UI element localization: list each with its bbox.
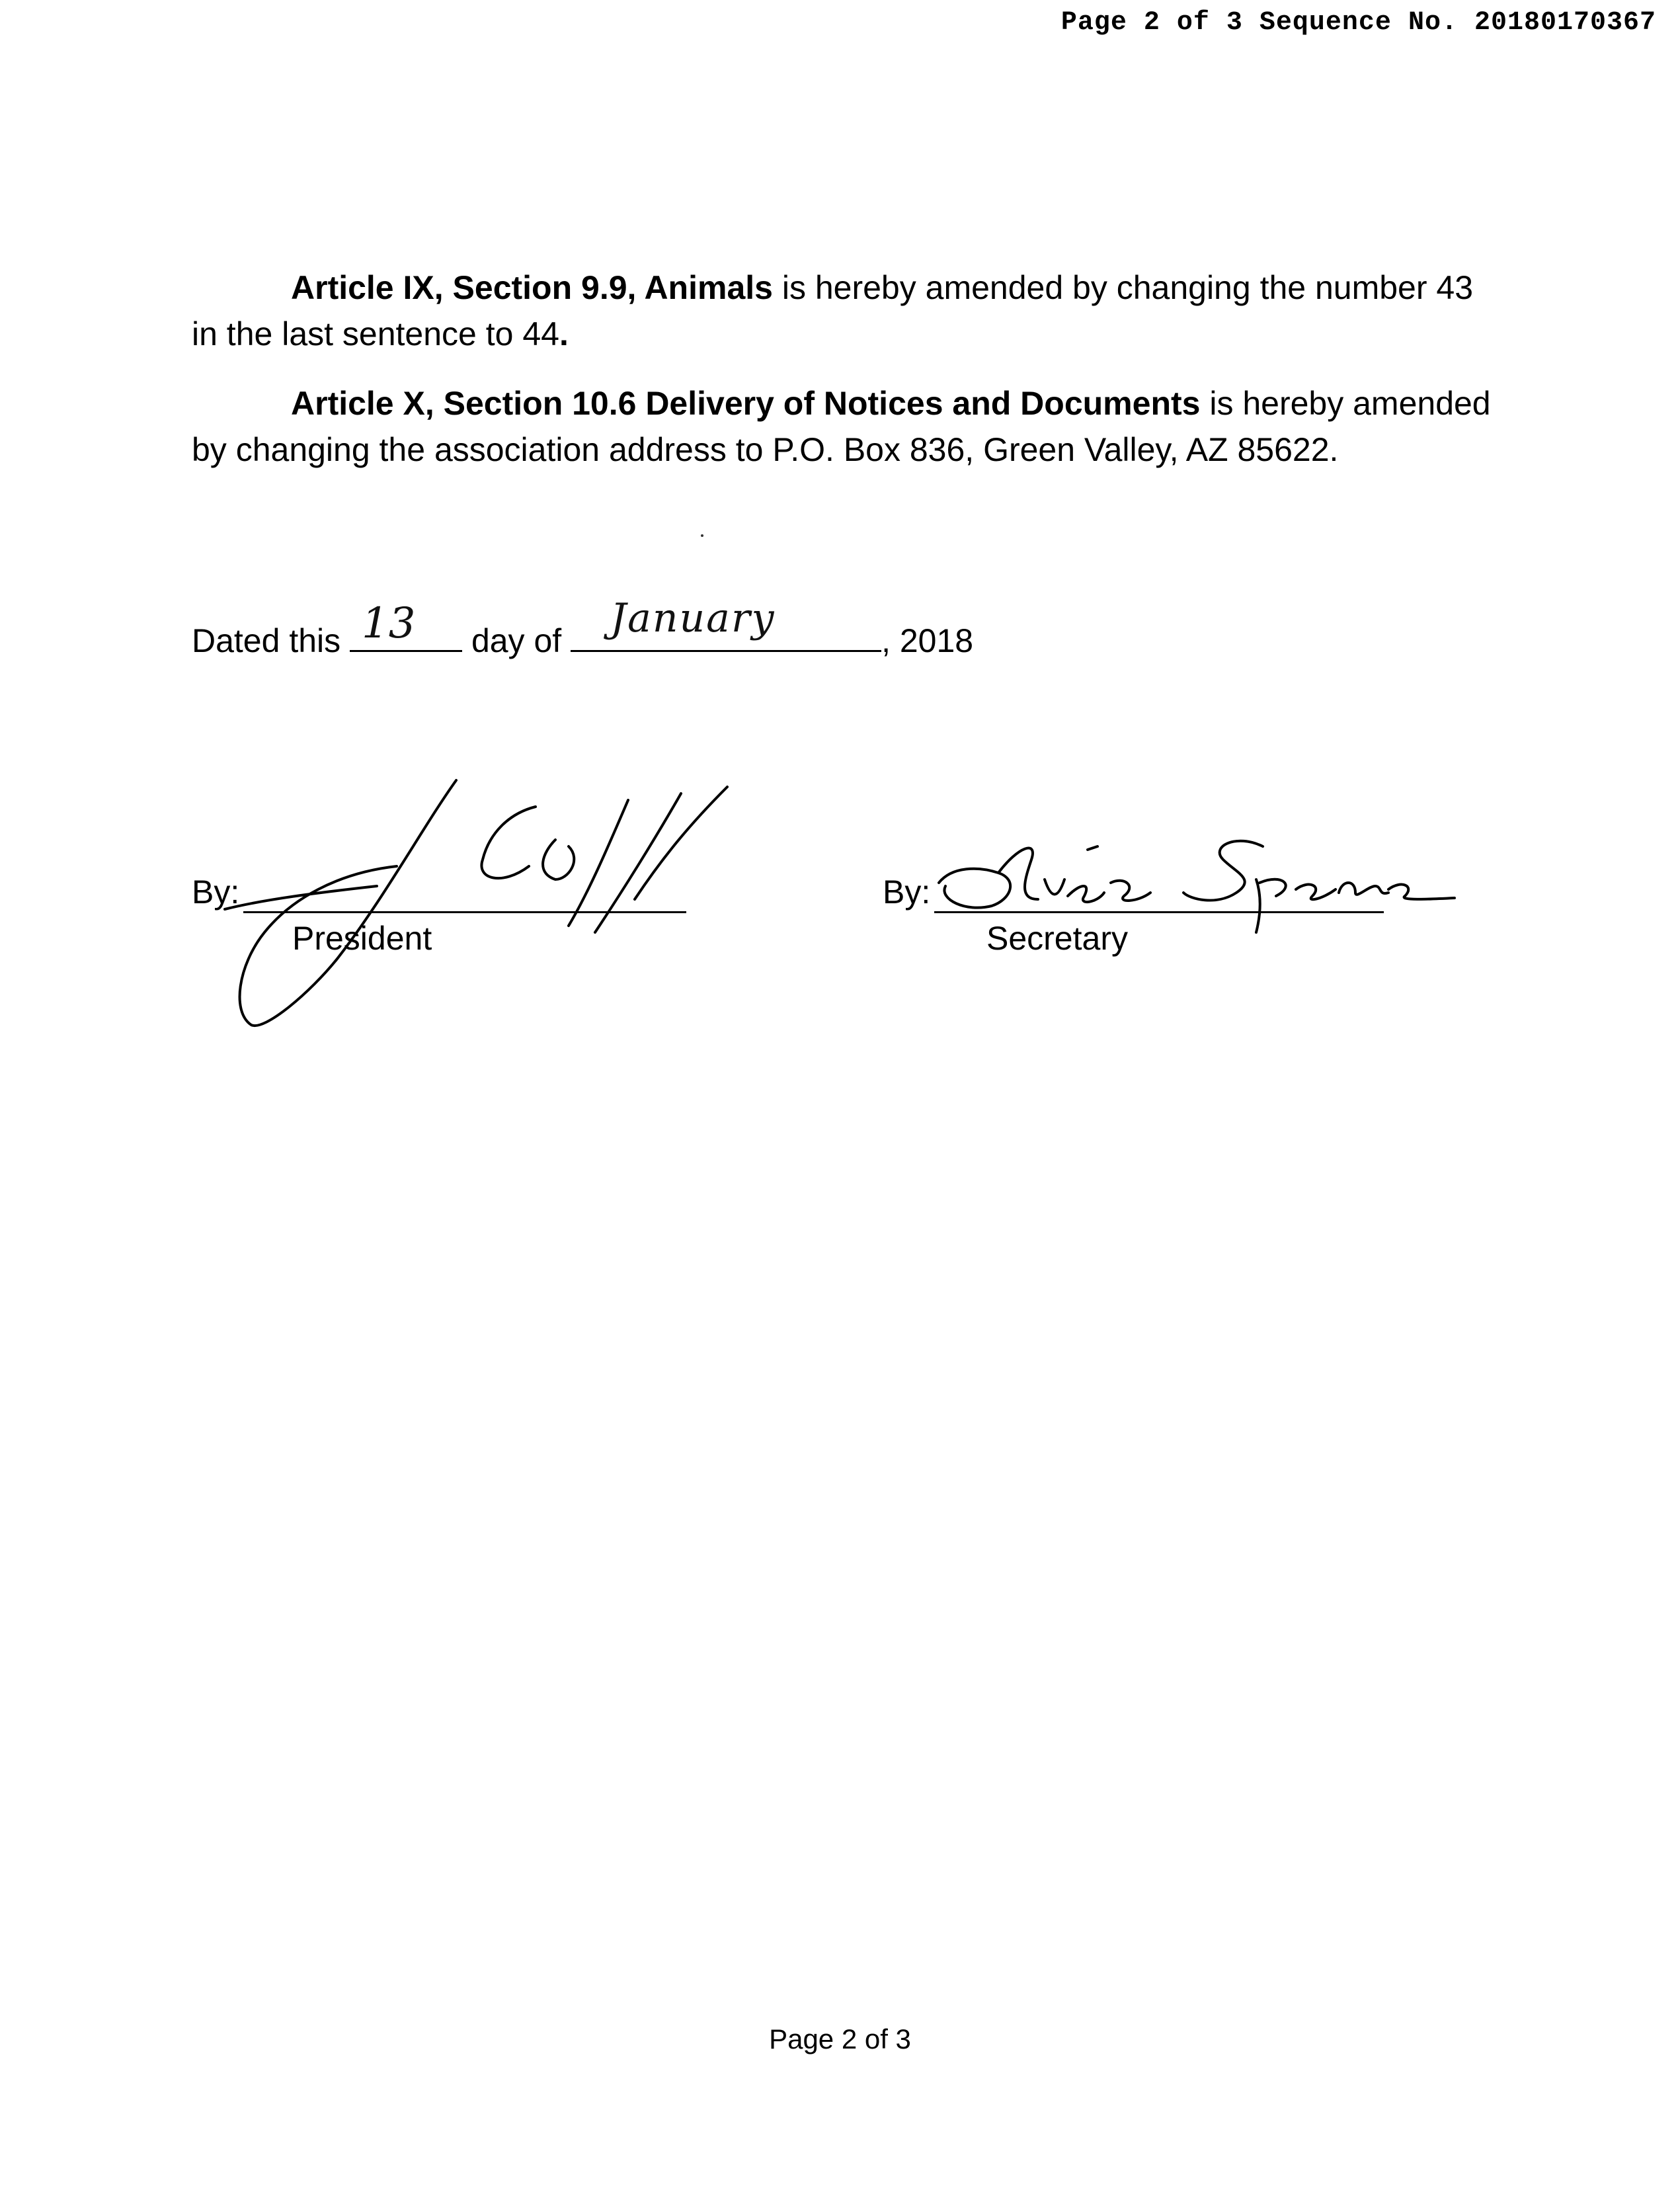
amendment-paragraph-animals (192, 264, 1501, 357)
day-blank (350, 599, 462, 652)
amendment-text: is hereby amended by changing the number 43 in the last sentence to 44 (192, 269, 1474, 352)
president-signature (225, 767, 767, 1045)
article-heading: Article X, Section 10.6 Delivery of Notices and Documents (291, 385, 1201, 422)
signer-title: President (292, 920, 432, 957)
by-label: By: (883, 874, 931, 911)
amendment-text: is hereby amended by changing the association address to P.O. Box 836, Green Valley, AZ 85622. (192, 385, 1491, 468)
dated-prefix: Dated this (192, 622, 341, 659)
secretary-signature (926, 820, 1455, 939)
dated-middle: day of (471, 622, 562, 659)
sequence-stamp: Page 2 of 3 Sequence No. 20180170367 (1060, 8, 1656, 38)
signer-title: Secretary (986, 920, 1128, 957)
article-heading: Article IX, Section 9.9, Animals (291, 269, 773, 306)
scan-speck (701, 534, 703, 537)
page-footer: Page 2 of 3 (769, 2023, 911, 2054)
month-blank (571, 595, 881, 652)
by-label: By: (192, 874, 240, 911)
handwritten-day: 13 (362, 599, 416, 648)
handwritten-month: January (610, 595, 776, 641)
dated-line (192, 595, 974, 661)
dated-suffix: , 2018 (881, 622, 974, 659)
amendment-end: . (559, 315, 569, 352)
amendment-paragraph-notices (192, 380, 1501, 473)
